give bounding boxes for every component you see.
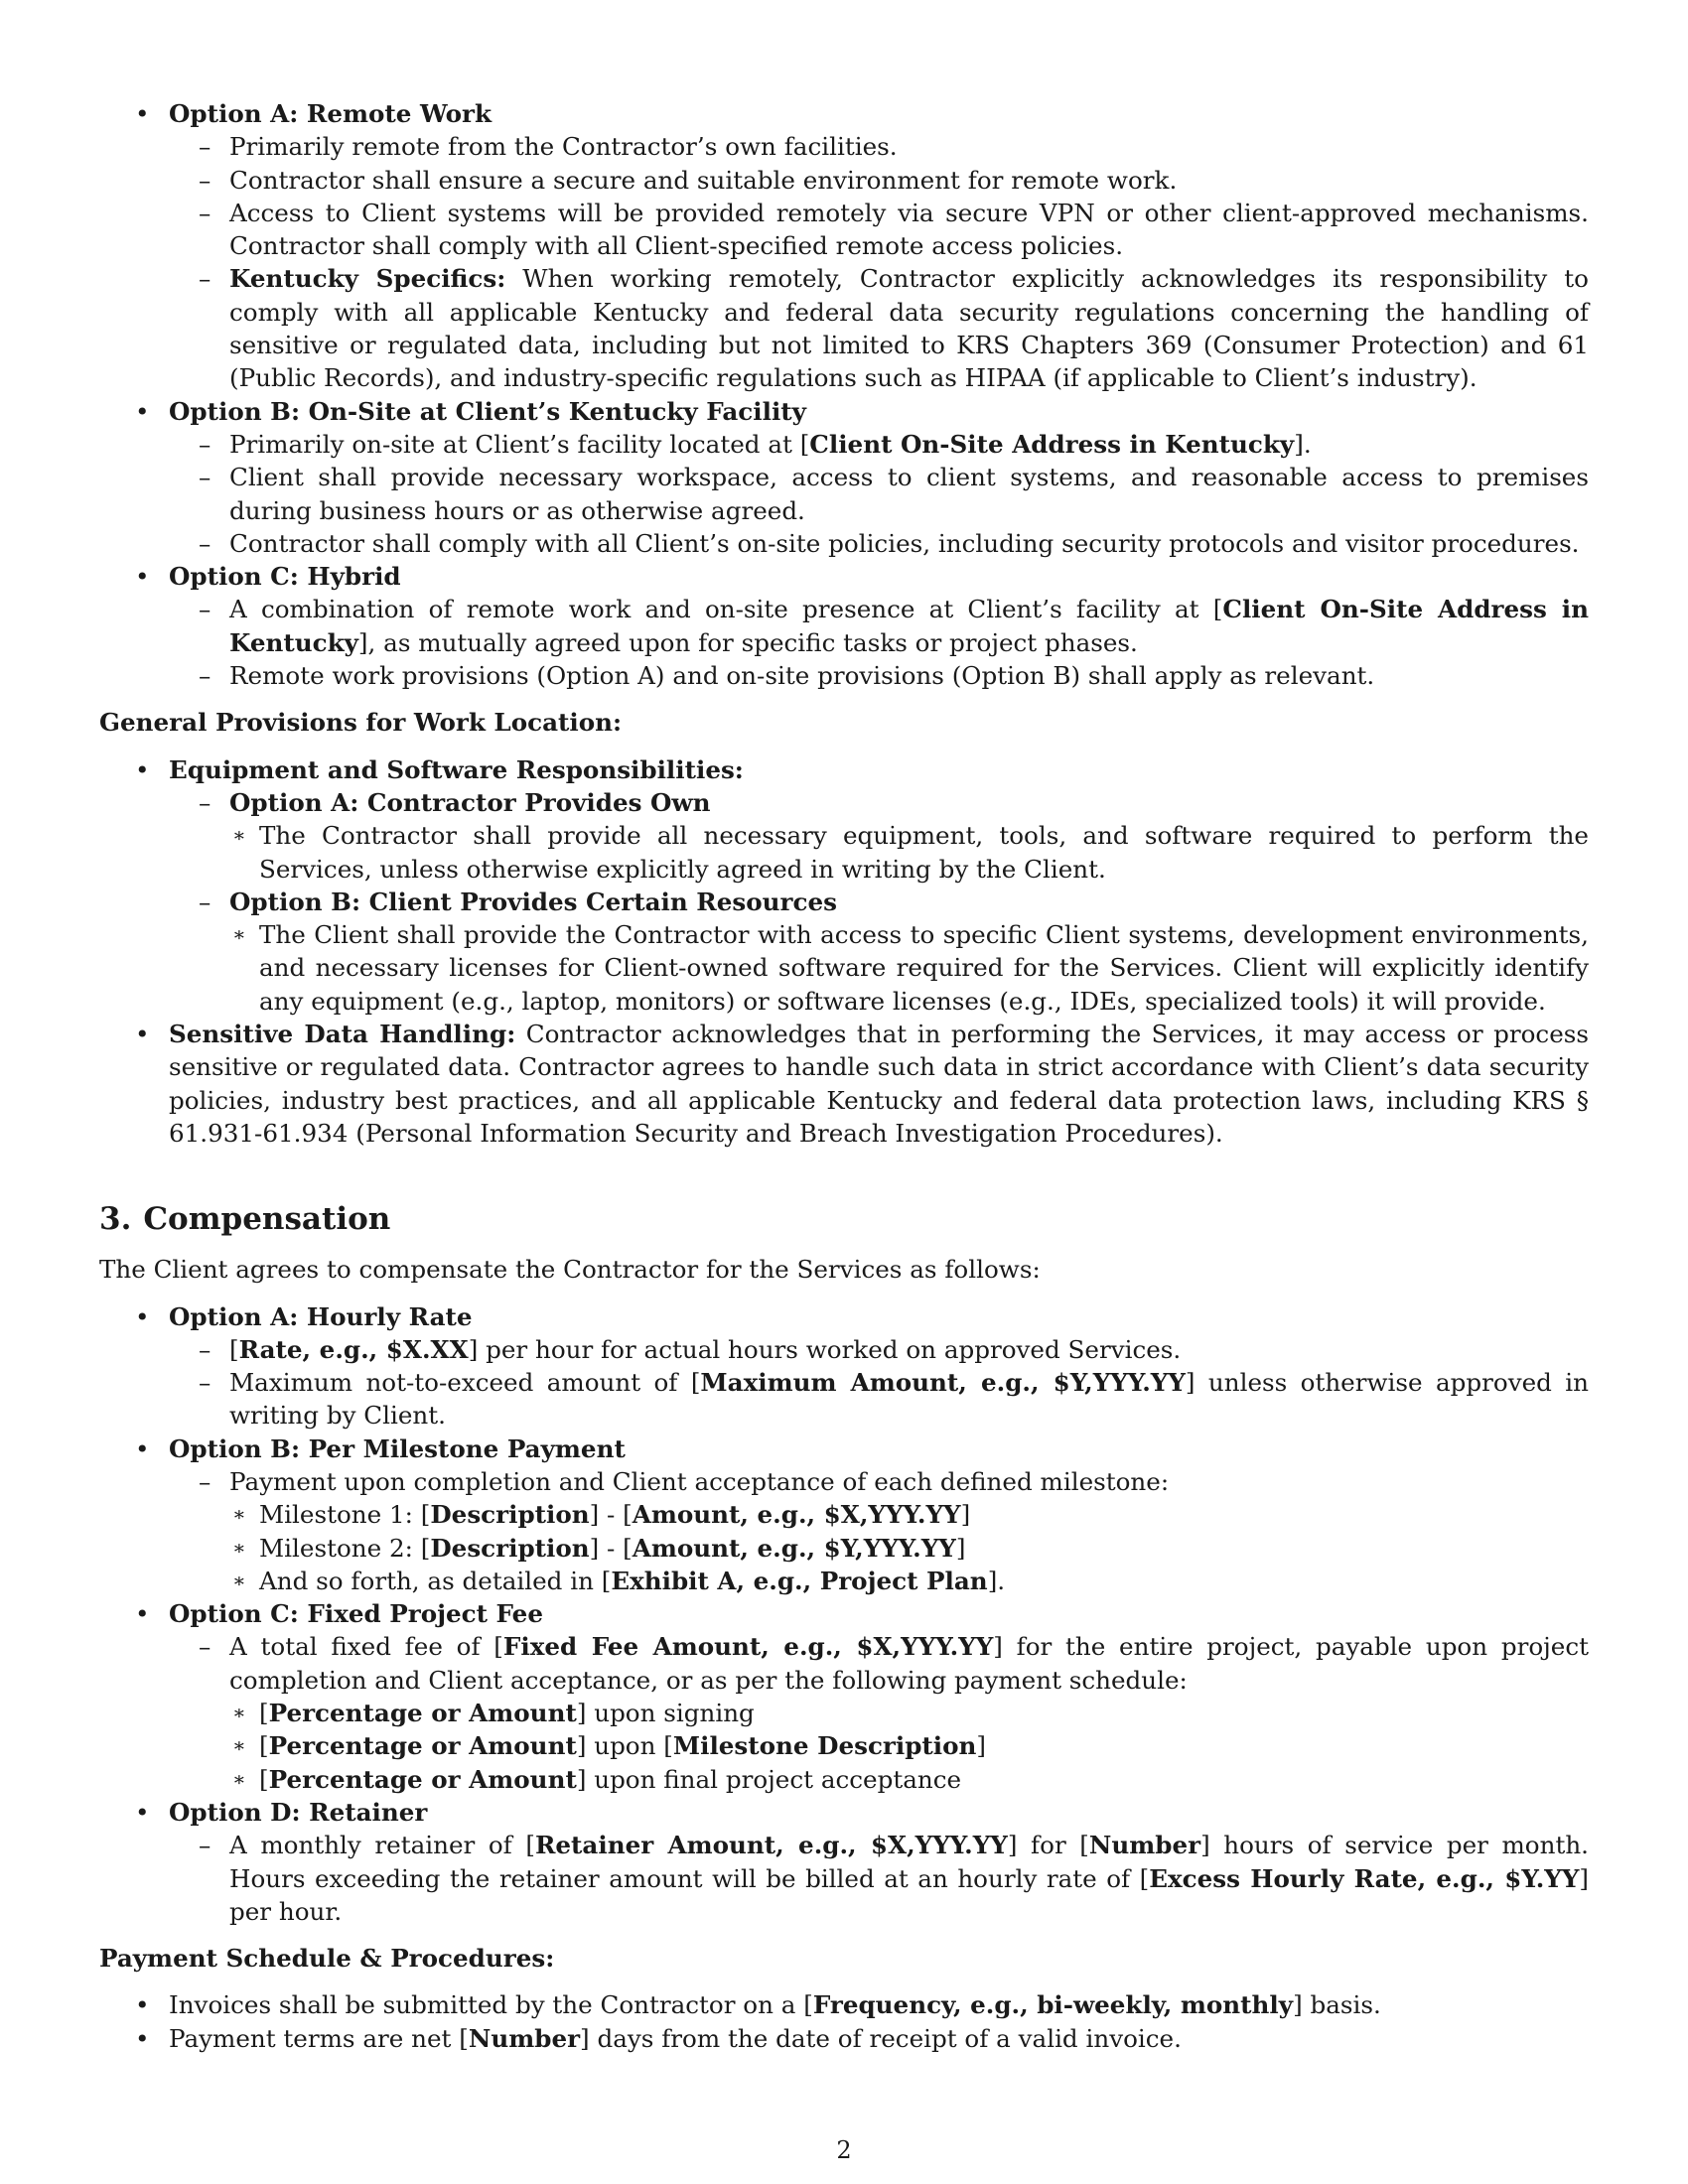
list-item: ∗ The Client shall provide the Contractor with access to specific Client systems, development environments, and necessary licenses for Client-owned software required for the Services. Client will explicitly identify any equipment (e.g., laptop, monitors) or software licenses (e.g., IDEs, specialized tools) it will provide. bbox=[232, 920, 1589, 1016]
asterisk-icon: ∗ bbox=[232, 1568, 246, 1592]
compensation-options bbox=[99, 1300, 1589, 1929]
option-title: Option B: Per Milestone Payment bbox=[169, 1433, 626, 1463]
list-item: ∗ Milestone 1: [Description] - [Amount, e.g., $X,YYY.YY] bbox=[229, 1498, 1589, 1531]
asterisk-icon: ∗ bbox=[232, 1766, 246, 1791]
list-item: – Primarily remote from the Contractor’s own facilities. bbox=[169, 130, 1589, 163]
asterisk-icon: ∗ bbox=[232, 1701, 246, 1725]
general-provisions-list bbox=[99, 753, 1589, 1151]
list-item bbox=[99, 1433, 1589, 1597]
list-item: – Maximum not-to-exceed amount of [Maximum Amount, e.g., $Y,YYY.YY] unless otherwise approved in writing by Client. bbox=[199, 1368, 1589, 1431]
list-item: – Access to Client systems will be provided remotely via secure VPN or other client-approved mechanisms. Contractor shall comply with all Client-specified remote access policies. bbox=[199, 198, 1589, 261]
list-item: ∗ The Contractor shall provide all necessary equipment, tools, and software required to perform the Services, unless otherwise explicitly agreed in writing by the Client. bbox=[232, 821, 1589, 884]
dash-icon: – bbox=[199, 1466, 211, 1496]
list-item bbox=[99, 97, 1589, 395]
option-title: Option B: On-Site at Client’s Kentucky Facility bbox=[169, 396, 806, 426]
dash-icon: – bbox=[199, 661, 211, 691]
dash-icon: – bbox=[199, 264, 211, 294]
dash-icon: – bbox=[199, 787, 211, 817]
document-page bbox=[99, 97, 1589, 2055]
compensation-intro: The Client agrees to compensate the Contractor for the Services as follows: bbox=[99, 1255, 1041, 1285]
option-title: Option A: Hourly Rate bbox=[169, 1301, 473, 1331]
bullet-icon: • bbox=[135, 1020, 150, 1049]
list-item: ∗ [Percentage or Amount] upon signing bbox=[229, 1697, 1589, 1729]
list-item: – Option B: Client Provides Certain Resources ∗ The Client shall provide the Contractor with access to specific Client systems, development environments, and necessary licenses for Client-owned software required for the Services. Client will explicitly identify any equipment (e.g., laptop, monitors) or software licenses (e.g., IDEs, specialized tools) it will provide. bbox=[169, 886, 1589, 1018]
bullet-icon: • bbox=[135, 1301, 150, 1331]
list-item: ∗ Milestone 2: [Description] - [Amount, e.g., $Y,YYY.YY] bbox=[229, 1532, 1589, 1565]
list-item: – [Rate, e.g., $X.XX] per hour for actual hours worked on approved Services. bbox=[169, 1333, 1589, 1366]
option-title: Option A: Remote Work bbox=[169, 99, 492, 128]
asterisk-icon: ∗ bbox=[232, 823, 246, 848]
bullet-icon: • bbox=[135, 754, 150, 784]
dash-icon: – bbox=[199, 595, 211, 624]
list-item: – Payment upon completion and Client acceptance of each defined milestone: ∗ Milestone 1: [Description] - [Amount, e.g., $X,YYY.YY] ∗ Milestone 2: [Description] - [Amount, e.g., $Y,YYY.YY] ∗ And so forth, as detailed in [Exhibit A, e.g., Project Plan]. bbox=[169, 1465, 1589, 1597]
dash-icon: – bbox=[199, 1831, 211, 1860]
page-number: 2 bbox=[836, 2136, 852, 2164]
work-location-options bbox=[99, 97, 1589, 692]
list-item bbox=[99, 1796, 1589, 1928]
list-item: • Invoices shall be submitted by the Contractor on a [Frequency, e.g., bi-weekly, monthly] basis. bbox=[99, 1988, 1589, 2021]
asterisk-icon: ∗ bbox=[232, 1535, 246, 1560]
list-item bbox=[99, 1597, 1589, 1796]
bullet-icon: • bbox=[135, 2023, 150, 2053]
dash-icon: – bbox=[199, 132, 211, 162]
list-item bbox=[99, 395, 1589, 560]
bullet-icon: • bbox=[135, 1990, 150, 2020]
list-item: • Payment terms are net [Number] days from the date of receipt of a valid invoice. bbox=[99, 2022, 1589, 2055]
list-item bbox=[99, 1300, 1589, 1433]
list-item: – A total fixed fee of [Fixed Fee Amount, e.g., $X,YYY.YY] for the entire project, payable upon project completion and Client acceptance, or as per the following payment schedule: ∗ [Percentage or Amount] upon signing ∗ [Percentage or Amount] upon [Milestone Description] ∗ [Percentage or Amount] upon final project acceptance bbox=[169, 1630, 1589, 1795]
bullet-icon: • bbox=[135, 1433, 150, 1463]
dash-icon: – bbox=[199, 429, 211, 459]
asterisk-icon: ∗ bbox=[232, 922, 246, 947]
dash-icon: – bbox=[199, 463, 211, 492]
list-item: – Contractor shall ensure a secure and suitable environment for remote work. bbox=[169, 164, 1589, 197]
bullet-icon: • bbox=[135, 99, 150, 128]
dash-icon: – bbox=[199, 198, 211, 227]
section-heading-compensation: 3. Compensation bbox=[99, 1201, 391, 1238]
list-item: – Primarily on-site at Client’s facility located at [Client On-Site Address in Kentucky]. bbox=[169, 428, 1589, 461]
bullet-icon: • bbox=[135, 1599, 150, 1629]
list-item bbox=[99, 560, 1589, 692]
dash-icon: – bbox=[199, 528, 211, 558]
payment-schedule-list bbox=[99, 1988, 1589, 2055]
option-title: Option C: Hybrid bbox=[169, 562, 401, 592]
bullet-icon: • bbox=[135, 562, 150, 592]
dash-icon: – bbox=[199, 1632, 211, 1662]
equipment-title: Equipment and Software Responsibilities: bbox=[169, 754, 744, 784]
dash-icon: – bbox=[199, 165, 211, 195]
list-item: ∗ [Percentage or Amount] upon [Milestone Description] bbox=[229, 1729, 1589, 1762]
dash-icon: – bbox=[199, 1368, 211, 1398]
list-item bbox=[99, 753, 1589, 1018]
list-item: – A monthly retainer of [Retainer Amount, e.g., $X,YYY.YY] for [Number] hours of service per month. Hours exceeding the retainer amount will be billed at an hourly rate of [Excess Hourly Rate, e.g., $Y.YY] per hour. bbox=[199, 1831, 1589, 1926]
general-provisions-heading: General Provisions for Work Location: bbox=[99, 708, 623, 738]
option-title: Option C: Fixed Project Fee bbox=[169, 1599, 543, 1629]
list-item: – Contractor shall comply with all Client’s on-site policies, including security protocols and visitor procedures. bbox=[169, 527, 1589, 560]
option-title: Option D: Retainer bbox=[169, 1797, 428, 1827]
payment-schedule-heading: Payment Schedule & Procedures: bbox=[99, 1944, 555, 1974]
list-item: – Remote work provisions (Option A) and on-site provisions (Option B) shall apply as relevant. bbox=[169, 659, 1589, 692]
asterisk-icon: ∗ bbox=[232, 1502, 246, 1527]
list-item: – Option A: Contractor Provides Own ∗ The Contractor shall provide all necessary equipment, tools, and software required to perform the Services, unless otherwise explicitly agreed in writing by the Client. bbox=[169, 786, 1589, 886]
list-item: • Sensitive Data Handling: Contractor acknowledges that in performing the Services, it may access or process sensitive or regulated data. Contractor agrees to handle such data in strict accordance with Client’s data security policies, industry best practices, and all applicable Kentucky and federal data protection laws, including KRS § 61.931-61.934 (Personal Information Security and Breach Investigation Procedures). bbox=[135, 1020, 1589, 1148]
list-item: ∗ And so forth, as detailed in [Exhibit A, e.g., Project Plan]. bbox=[229, 1565, 1589, 1597]
list-item: – Client shall provide necessary workspace, access to client systems, and reasonable access to premises during business hours or as otherwise agreed. bbox=[199, 463, 1589, 525]
asterisk-icon: ∗ bbox=[232, 1733, 246, 1758]
dash-icon: – bbox=[199, 887, 211, 916]
list-item: ∗ [Percentage or Amount] upon final project acceptance bbox=[229, 1763, 1589, 1796]
list-item: – Kentucky Specifics: When working remotely, Contractor explicitly acknowledges its responsibility to comply with all applicable Kentucky and federal data security regulations concerning the handling of sensitive or regulated data, including but not limited to KRS Chapters 369 (Consumer Protection) and 61 (Public Records), and industry-specific regulations such as HIPAA (if applicable to Client’s industry). bbox=[199, 264, 1589, 393]
bullet-icon: • bbox=[135, 1797, 150, 1827]
dash-icon: – bbox=[199, 1334, 211, 1364]
list-item: – A combination of remote work and on-site presence at Client’s facility at [Client On-Site Address in Kentucky], as mutually agreed upon for specific tasks or project phases. bbox=[199, 595, 1590, 657]
bullet-icon: • bbox=[135, 396, 150, 426]
